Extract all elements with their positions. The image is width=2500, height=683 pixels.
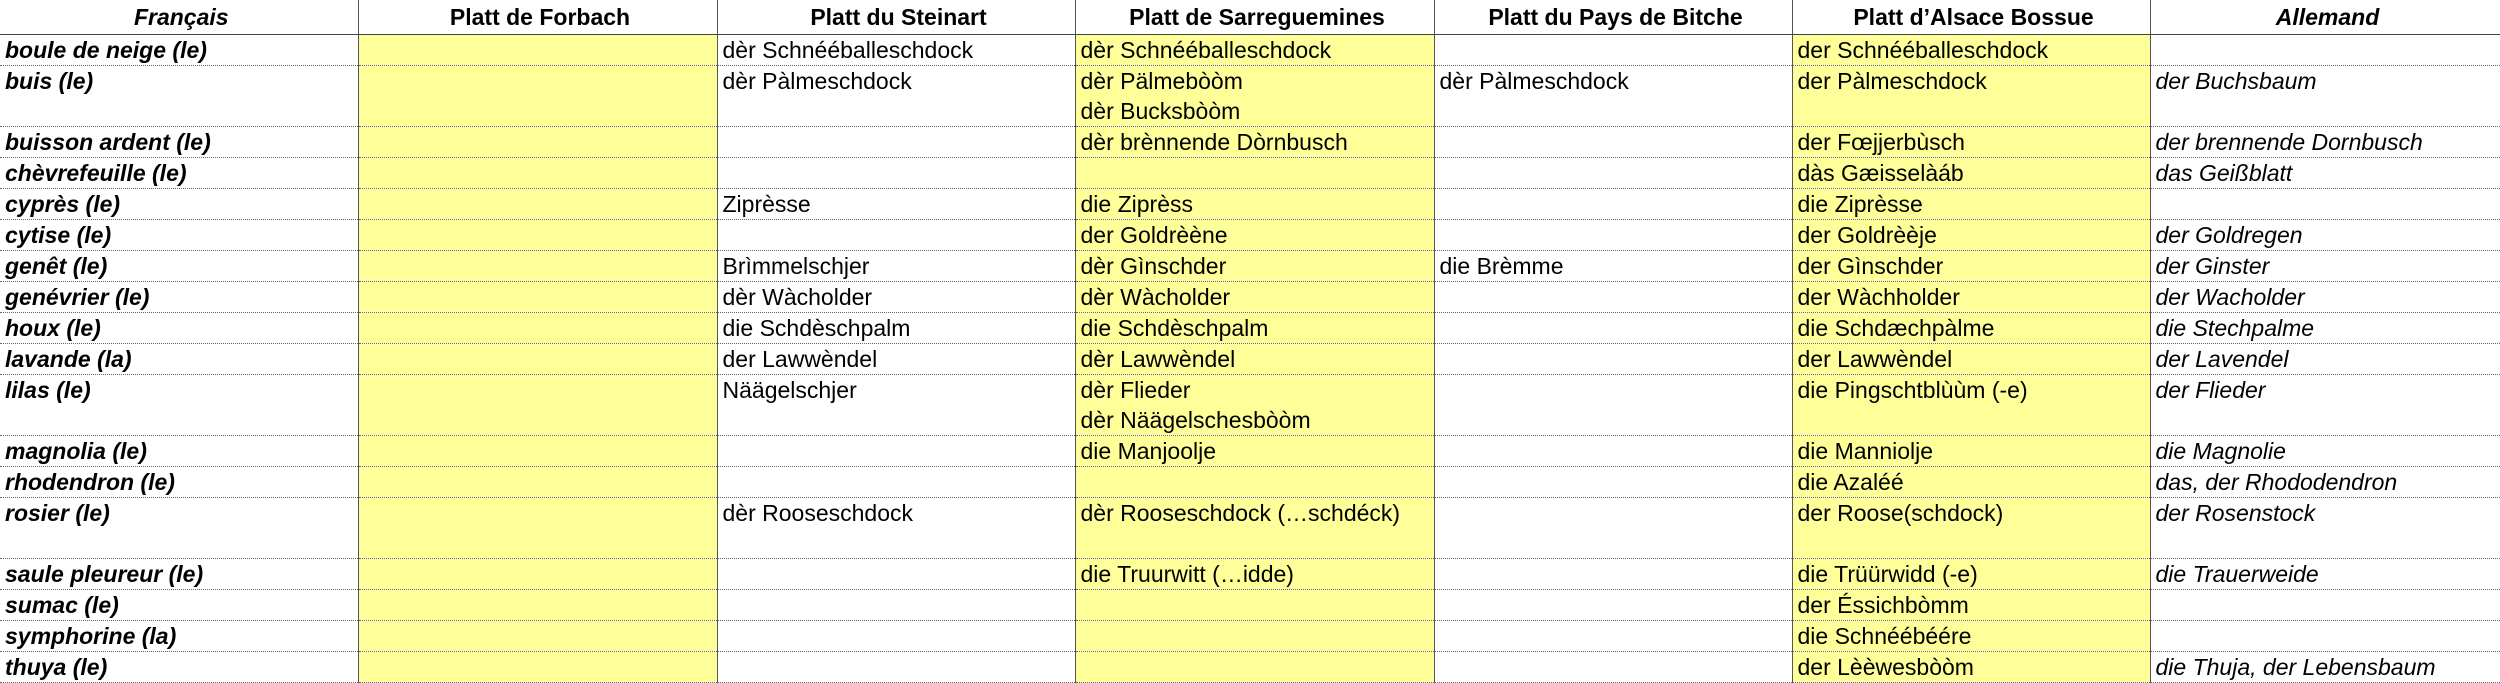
cell-allemand[interactable]: der Lavendel: [2150, 344, 2500, 375]
cell-francais[interactable]: rosier (le): [0, 498, 358, 559]
cell-platt-sarreguemines[interactable]: [1075, 467, 1434, 498]
cell-platt-forbach[interactable]: [358, 498, 717, 559]
cell-platt-sarreguemines[interactable]: dèr Schnééballeschdock: [1075, 35, 1434, 66]
cell-platt-alsace-bossue[interactable]: der Éssichbòmm: [1792, 590, 2150, 621]
cell-francais[interactable]: rhodendron (le): [0, 467, 358, 498]
header-francais[interactable]: Français: [0, 0, 358, 35]
cell-platt-sarreguemines[interactable]: [1075, 375, 1434, 436]
table-row: [0, 590, 2500, 621]
cell-platt-steinart[interactable]: dèr Pàlmeschdock: [717, 66, 1075, 127]
cell-allemand[interactable]: der Goldregen: [2150, 220, 2500, 251]
cell-platt-sarreguemines[interactable]: dèr Lawwèndel: [1075, 344, 1434, 375]
cell-francais[interactable]: houx (le): [0, 313, 358, 344]
header-row: [0, 0, 2500, 35]
cell-platt-alsace-bossue[interactable]: der Roose(schdock): [1792, 498, 2150, 559]
header-platt-alsace-bossue[interactable]: Platt d’Alsace Bossue: [1792, 0, 2150, 35]
table-row: [0, 127, 2500, 158]
cell-allemand[interactable]: [2150, 189, 2500, 220]
cell-allemand[interactable]: [2150, 590, 2500, 621]
cell-platt-alsace-bossue[interactable]: der Pàlmeschdock: [1792, 66, 2150, 127]
cell-francais[interactable]: lilas (le): [0, 375, 358, 436]
cell-platt-forbach[interactable]: [358, 621, 717, 652]
cell-platt-sarreguemines[interactable]: der Goldrèène: [1075, 220, 1434, 251]
cell-francais[interactable]: genévrier (le): [0, 282, 358, 313]
cell-francais[interactable]: buisson ardent (le): [0, 127, 358, 158]
cell-platt-steinart[interactable]: der Lawwèndel: [717, 344, 1075, 375]
cell-platt-sarreguemines[interactable]: dèr Gìnschder: [1075, 251, 1434, 282]
cell-platt-steinart[interactable]: [717, 621, 1075, 652]
cell-platt-sarreguemines[interactable]: die Ziprèss: [1075, 189, 1434, 220]
cell-platt-steinart[interactable]: [717, 127, 1075, 158]
cell-platt-steinart[interactable]: Ziprèsse: [717, 189, 1075, 220]
cell-platt-pays-de-bitche[interactable]: [1434, 282, 1792, 313]
cell-francais[interactable]: cyprès (le): [0, 189, 358, 220]
cell-allemand[interactable]: der Rosenstock: [2150, 498, 2500, 559]
cell-platt-steinart[interactable]: Brìmmelschjer: [717, 251, 1075, 282]
cell-platt-forbach[interactable]: [358, 158, 717, 189]
cell-allemand[interactable]: der Ginster: [2150, 251, 2500, 282]
cell-platt-alsace-bossue[interactable]: die Pingschtblùùm (-e): [1792, 375, 2150, 436]
cell-francais[interactable]: boule de neige (le): [0, 35, 358, 66]
header-platt-forbach[interactable]: Platt de Forbach: [358, 0, 717, 35]
table-row: [0, 467, 2500, 498]
cell-platt-steinart[interactable]: [717, 220, 1075, 251]
cell-platt-pays-de-bitche[interactable]: [1434, 344, 1792, 375]
cell-platt-pays-de-bitche[interactable]: [1434, 590, 1792, 621]
table-row: [0, 282, 2500, 313]
cell-platt-steinart[interactable]: Näägelschjer: [717, 375, 1075, 436]
cell-line: dèr Pälmebòòm: [1080, 68, 1243, 94]
cell-platt-steinart[interactable]: [717, 467, 1075, 498]
cell-line: dèr Flieder: [1080, 377, 1191, 403]
cell-platt-forbach[interactable]: [358, 652, 717, 683]
cell-francais[interactable]: symphorine (la): [0, 621, 358, 652]
cell-allemand[interactable]: der Wacholder: [2150, 282, 2500, 313]
cell-francais[interactable]: buis (le): [0, 66, 358, 127]
cell-platt-alsace-bossue[interactable]: der Goldrèèje: [1792, 220, 2150, 251]
cell-platt-alsace-bossue[interactable]: die Ziprèsse: [1792, 189, 2150, 220]
cell-platt-pays-de-bitche[interactable]: [1434, 313, 1792, 344]
cell-platt-alsace-bossue[interactable]: die Manniolje: [1792, 436, 2150, 467]
cell-francais[interactable]: saule pleureur (le): [0, 559, 358, 590]
cell-platt-steinart[interactable]: dèr Rooseschdock: [717, 498, 1075, 559]
cell-allemand[interactable]: das, der Rhododendron: [2150, 467, 2500, 498]
cell-platt-forbach[interactable]: [358, 375, 717, 436]
cell-platt-pays-de-bitche[interactable]: die Brèmme: [1434, 251, 1792, 282]
cell-allemand[interactable]: der Buchsbaum: [2150, 66, 2500, 127]
cell-platt-pays-de-bitche[interactable]: [1434, 127, 1792, 158]
cell-francais[interactable]: sumac (le): [0, 590, 358, 621]
table-header: [0, 0, 2500, 35]
cell-platt-forbach[interactable]: [358, 559, 717, 590]
cell-allemand[interactable]: die Thuja, der Lebensbaum: [2150, 652, 2500, 683]
table-body: [0, 35, 2500, 683]
cell-line: dèr Bucksbòòm: [1080, 98, 1241, 124]
cell-francais[interactable]: cytise (le): [0, 220, 358, 251]
cell-platt-steinart[interactable]: die Schdèschpalm: [717, 313, 1075, 344]
cell-platt-forbach[interactable]: [358, 282, 717, 313]
cell-platt-steinart[interactable]: [717, 652, 1075, 683]
cell-platt-pays-de-bitche[interactable]: [1434, 35, 1792, 66]
cell-platt-alsace-bossue[interactable]: der Lawwèndel: [1792, 344, 2150, 375]
cell-francais[interactable]: chèvrefeuille (le): [0, 158, 358, 189]
cell-platt-alsace-bossue[interactable]: der Wàchholder: [1792, 282, 2150, 313]
cell-platt-forbach[interactable]: [358, 436, 717, 467]
cell-platt-alsace-bossue[interactable]: die Schnéébéére: [1792, 621, 2150, 652]
cell-platt-alsace-bossue[interactable]: der Gìnschder: [1792, 251, 2150, 282]
cell-platt-forbach[interactable]: [358, 313, 717, 344]
cell-platt-steinart[interactable]: [717, 590, 1075, 621]
table-row: [0, 189, 2500, 220]
cell-allemand[interactable]: der brennende Dornbusch: [2150, 127, 2500, 158]
cell-platt-sarreguemines[interactable]: [1075, 158, 1434, 189]
cell-platt-steinart[interactable]: dèr Schnééballeschdock: [717, 35, 1075, 66]
table-row: [0, 375, 2500, 436]
table-row: [0, 344, 2500, 375]
table-row: [0, 652, 2500, 683]
cell-allemand[interactable]: das Geißblatt: [2150, 158, 2500, 189]
cell-francais[interactable]: thuya (le): [0, 652, 358, 683]
cell-platt-pays-de-bitche[interactable]: dèr Pàlmeschdock: [1434, 66, 1792, 127]
cell-platt-pays-de-bitche[interactable]: [1434, 436, 1792, 467]
cell-francais[interactable]: lavande (la): [0, 344, 358, 375]
header-platt-sarreguemines[interactable]: Platt de Sarreguemines: [1075, 0, 1434, 35]
cell-platt-forbach[interactable]: [358, 189, 717, 220]
cell-francais[interactable]: magnolia (le): [0, 436, 358, 467]
cell-allemand[interactable]: [2150, 621, 2500, 652]
table-row: [0, 158, 2500, 189]
cell-platt-forbach[interactable]: [358, 35, 717, 66]
cell-allemand[interactable]: der Flieder: [2150, 375, 2500, 436]
cell-allemand[interactable]: die Trauerweide: [2150, 559, 2500, 590]
cell-allemand[interactable]: die Stechpalme: [2150, 313, 2500, 344]
cell-platt-pays-de-bitche[interactable]: [1434, 621, 1792, 652]
cell-platt-alsace-bossue[interactable]: der Schnééballeschdock: [1792, 35, 2150, 66]
cell-allemand[interactable]: [2150, 35, 2500, 66]
cell-platt-forbach[interactable]: [358, 127, 717, 158]
header-platt-steinart[interactable]: Platt du Steinart: [717, 0, 1075, 35]
table-row: [0, 66, 2500, 127]
cell-platt-sarreguemines[interactable]: dèr Wàcholder: [1075, 282, 1434, 313]
table-row: [0, 251, 2500, 282]
cell-platt-sarreguemines[interactable]: die Truurwitt (…idde): [1075, 559, 1434, 590]
cell-platt-sarreguemines[interactable]: [1075, 652, 1434, 683]
cell-platt-alsace-bossue[interactable]: die Azaléé: [1792, 467, 2150, 498]
cell-platt-alsace-bossue[interactable]: die Schdæchpàlme: [1792, 313, 2150, 344]
table-row: [0, 220, 2500, 251]
cell-platt-steinart[interactable]: [717, 158, 1075, 189]
cell-platt-sarreguemines[interactable]: die Schdèschpalm: [1075, 313, 1434, 344]
cell-platt-forbach[interactable]: [358, 66, 717, 127]
cell-line: dèr Näägelschesbòòm: [1080, 407, 1311, 433]
cell-platt-pays-de-bitche[interactable]: [1434, 158, 1792, 189]
cell-platt-pays-de-bitche[interactable]: [1434, 559, 1792, 590]
cell-platt-alsace-bossue[interactable]: die Trüürwidd (-e): [1792, 559, 2150, 590]
cell-platt-steinart[interactable]: [717, 559, 1075, 590]
cell-platt-sarreguemines[interactable]: dèr Rooseschdock (…schdéck): [1075, 498, 1434, 559]
table-row: [0, 559, 2500, 590]
cell-platt-sarreguemines[interactable]: [1075, 590, 1434, 621]
cell-platt-forbach[interactable]: [358, 220, 717, 251]
cell-platt-forbach[interactable]: [358, 344, 717, 375]
cell-platt-sarreguemines[interactable]: [1075, 621, 1434, 652]
cell-platt-pays-de-bitche[interactable]: [1434, 467, 1792, 498]
cell-platt-pays-de-bitche[interactable]: [1434, 189, 1792, 220]
cell-platt-alsace-bossue[interactable]: dàs Gæisselàáb: [1792, 158, 2150, 189]
cell-platt-pays-de-bitche[interactable]: [1434, 652, 1792, 683]
table-row: [0, 35, 2500, 66]
cell-platt-alsace-bossue[interactable]: der Fœjjerbùsch: [1792, 127, 2150, 158]
cell-platt-sarreguemines[interactable]: dèr brènnende Dòrnbusch: [1075, 127, 1434, 158]
cell-platt-forbach[interactable]: [358, 251, 717, 282]
header-platt-pays-de-bitche[interactable]: Platt du Pays de Bitche: [1434, 0, 1792, 35]
table-row: [0, 313, 2500, 344]
cell-platt-sarreguemines[interactable]: [1075, 66, 1434, 127]
table-row: [0, 436, 2500, 467]
table-row: [0, 498, 2500, 559]
cell-francais[interactable]: genêt (le): [0, 251, 358, 282]
cell-allemand[interactable]: die Magnolie: [2150, 436, 2500, 467]
cell-platt-steinart[interactable]: [717, 436, 1075, 467]
cell-platt-pays-de-bitche[interactable]: [1434, 498, 1792, 559]
cell-platt-forbach[interactable]: [358, 467, 717, 498]
cell-platt-forbach[interactable]: [358, 590, 717, 621]
header-allemand[interactable]: Allemand: [2150, 0, 2500, 35]
table-row: [0, 621, 2500, 652]
cell-platt-pays-de-bitche[interactable]: [1434, 220, 1792, 251]
cell-platt-pays-de-bitche[interactable]: [1434, 375, 1792, 436]
cell-platt-sarreguemines[interactable]: die Manjoolje: [1075, 436, 1434, 467]
cell-platt-steinart[interactable]: dèr Wàcholder: [717, 282, 1075, 313]
cell-platt-alsace-bossue[interactable]: der Lèèwesbòòm: [1792, 652, 2150, 683]
